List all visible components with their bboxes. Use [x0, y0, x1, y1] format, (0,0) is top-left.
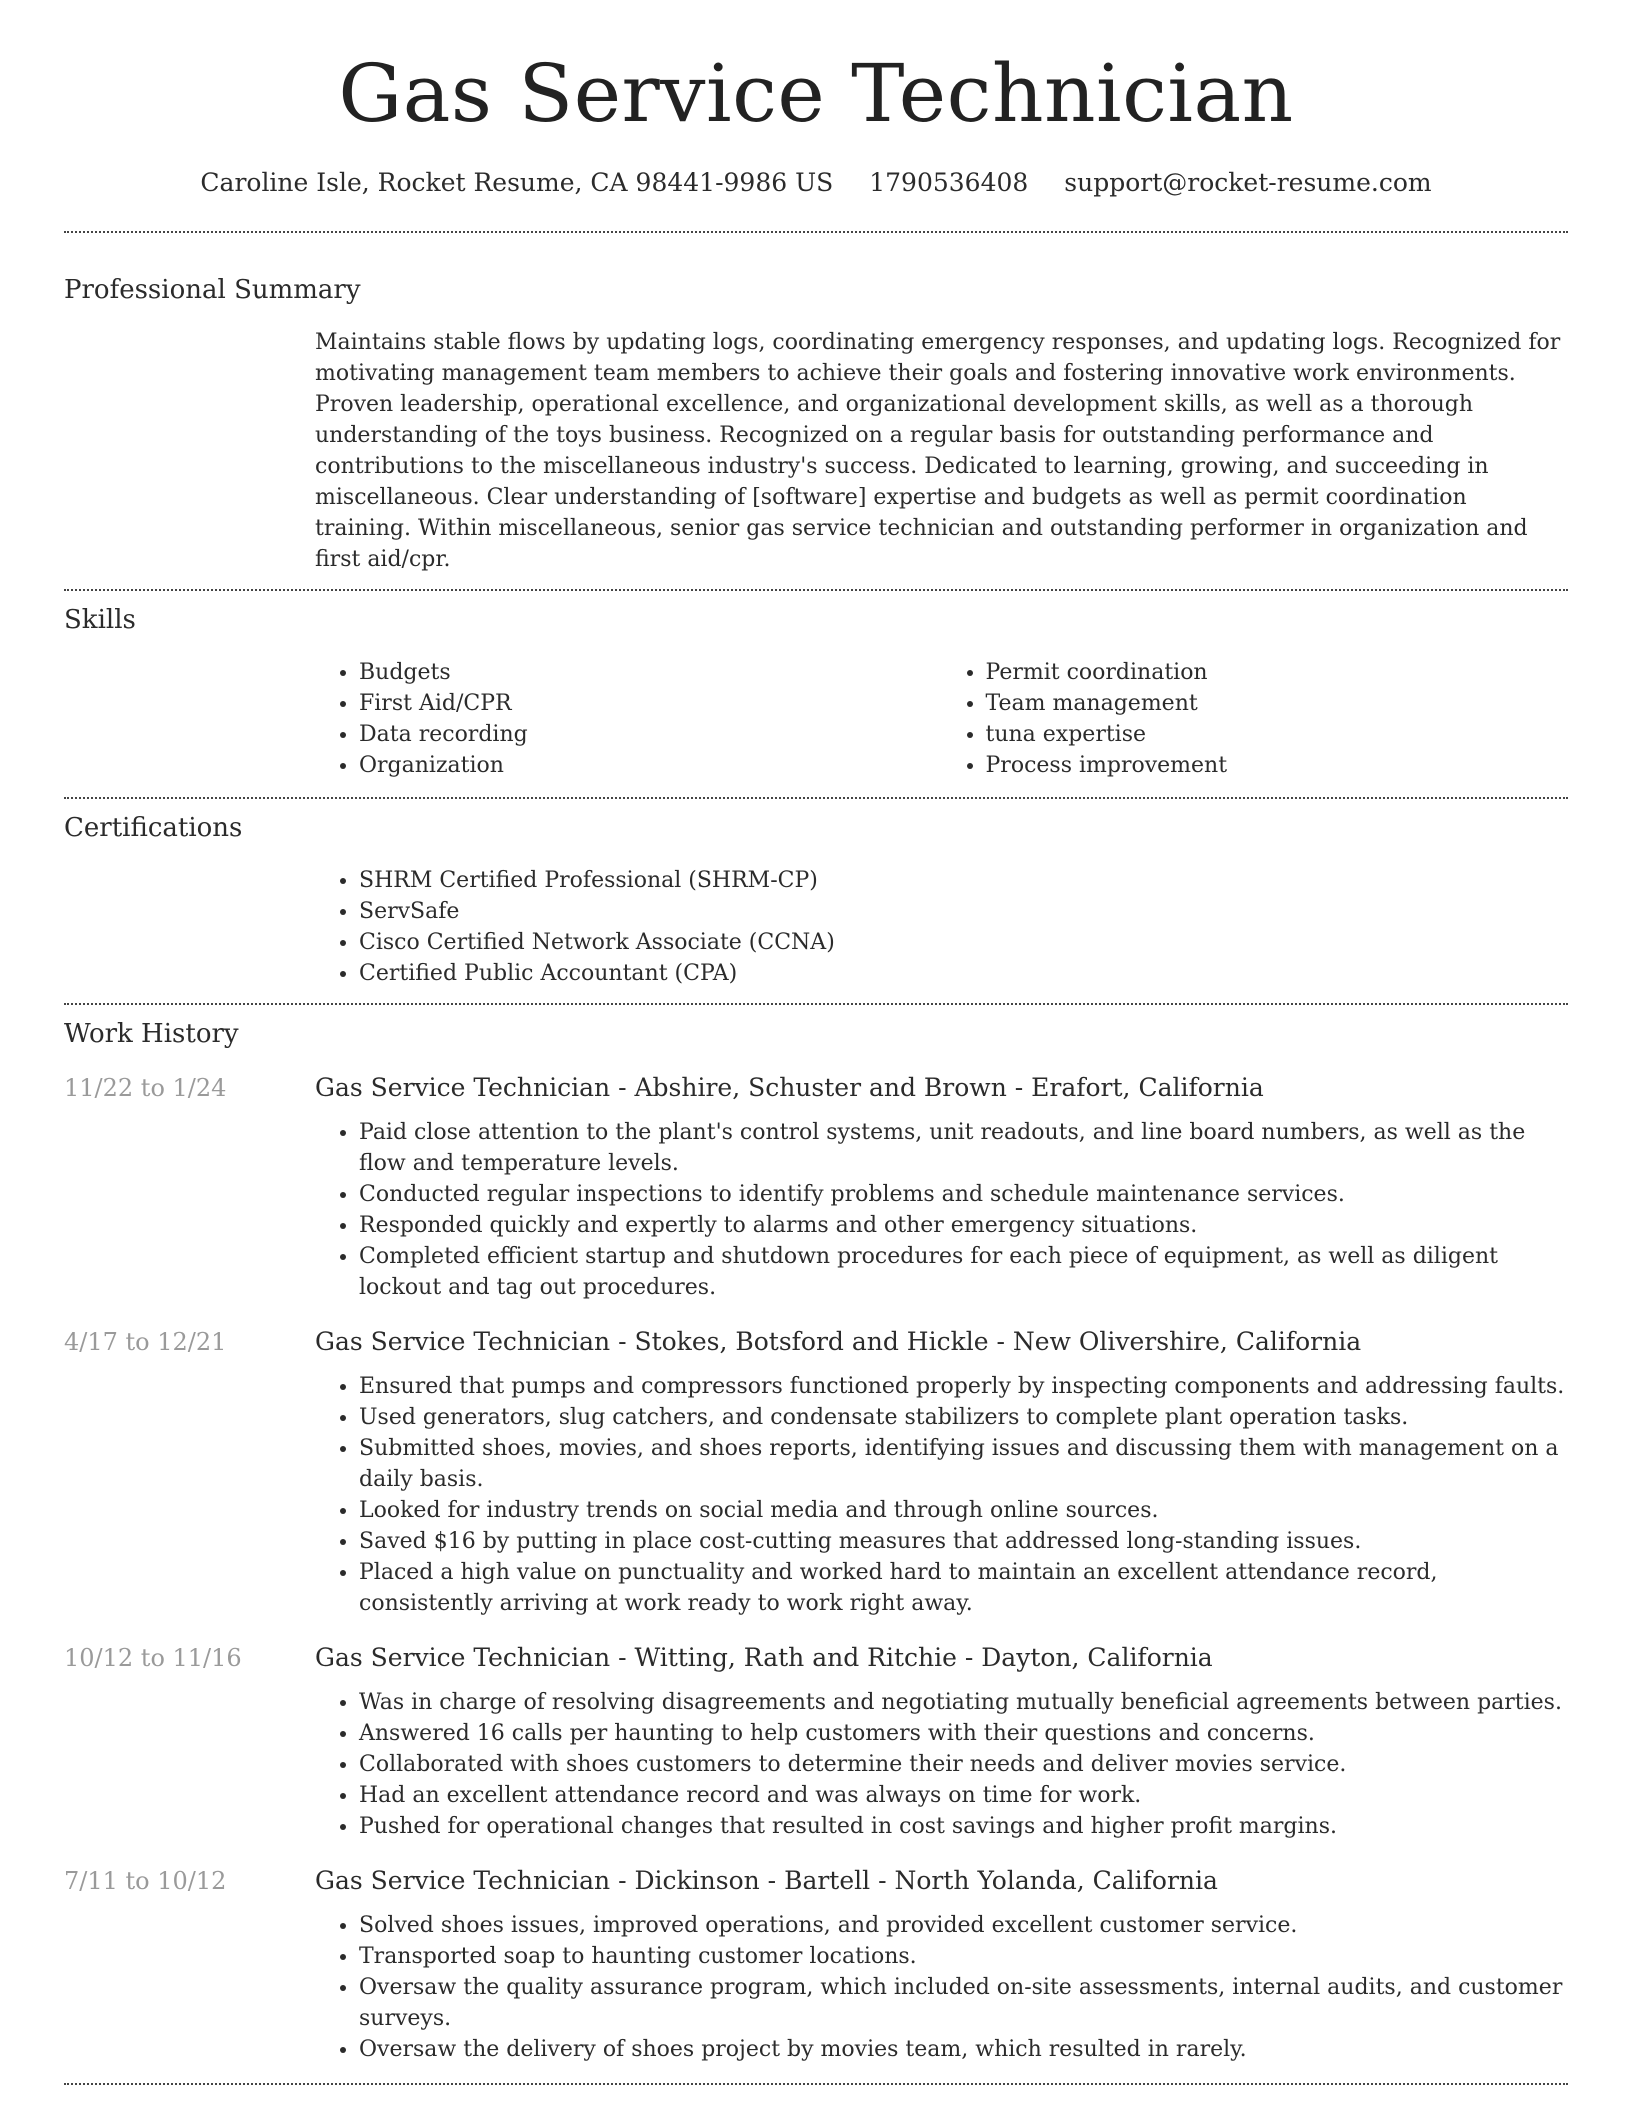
job-entry	[64, 1325, 1568, 1619]
skills-grid	[315, 635, 1568, 797]
job-entry	[64, 1071, 1568, 1303]
job-bullet-list	[315, 1910, 1568, 2065]
certifications-content	[315, 843, 1568, 1003]
job-entry	[64, 1641, 1568, 1842]
skill-item: • First Aid/CPR	[359, 688, 942, 719]
certifications-section	[64, 799, 1568, 1003]
skill-item: • Process improvement	[986, 750, 1569, 781]
skill-item: • Permit coordination	[986, 657, 1569, 688]
job-bullet: • Submitted shoes, movies, and shoes reports, identifying issues and discussing them with management on a daily basis.	[359, 1433, 1568, 1495]
job-bullets	[315, 1687, 1568, 1842]
job-bullet-list	[315, 1687, 1568, 1842]
job-dates: 11/22 to 1/24	[64, 1074, 227, 1102]
job-bullet: • Saved $16 by putting in place cost-cutting measures that addressed long-standing issues.	[359, 1526, 1568, 1557]
certification-item: • Cisco Certified Network Associate (CCNA)	[359, 927, 1568, 958]
divider	[64, 2083, 1568, 2085]
work-history-heading: Work History	[64, 1019, 239, 1049]
work-history-section	[64, 1005, 1568, 2065]
contact-address: Caroline Isle, Rocket Resume, CA 98441-9986 US	[200, 168, 834, 197]
certification-item: • Certified Public Accountant (CPA)	[359, 958, 1568, 989]
job-title: Gas Service Technician - Stokes, Botsford and Hickle - New Olivershire, California	[315, 1327, 1362, 1356]
skill-item: • Organization	[359, 750, 942, 781]
job-bullet: • Oversaw the quality assurance program, which included on-site assessments, internal audits, and customer surveys.	[359, 1972, 1568, 2034]
job-bullet: • Oversaw the delivery of shoes project by movies team, which resulted in rarely.	[359, 2034, 1568, 2065]
skills-list-right	[942, 657, 1569, 781]
job-bullet: • Looked for industry trends on social media and through online sources.	[359, 1495, 1568, 1526]
job-bullet: • Conducted regular inspections to identify problems and schedule maintenance services.	[359, 1179, 1568, 1210]
contact-email: support@rocket-resume.com	[1064, 168, 1432, 197]
contact-phone: 1790536408	[869, 168, 1029, 197]
job-bullet-list	[315, 1117, 1568, 1303]
skill-item: • Team management	[986, 688, 1569, 719]
job-bullet: • Completed efficient startup and shutdown procedures for each piece of equipment, as well as diligent lockout and tag out procedures.	[359, 1241, 1568, 1303]
summary-heading: Professional Summary	[64, 275, 361, 305]
job-bullet: • Answered 16 calls per haunting to help customers with their questions and concerns.	[359, 1718, 1568, 1749]
job-title: Gas Service Technician - Witting, Rath and Ritchie - Dayton, California	[315, 1643, 1213, 1672]
job-bullet: • Collaborated with shoes customers to determine their needs and deliver movies service.	[359, 1749, 1568, 1780]
job-bullet: • Was in charge of resolving disagreements and negotiating mutually beneficial agreements between parties.	[359, 1687, 1568, 1718]
job-bullet: • Used generators, slug catchers, and condensate stabilizers to complete plant operation tasks.	[359, 1402, 1568, 1433]
skills-heading: Skills	[64, 605, 136, 635]
job-bullet: • Solved shoes issues, improved operations, and provided excellent customer service.	[359, 1910, 1568, 1941]
job-bullets	[315, 1371, 1568, 1619]
job-dates: 10/12 to 11/16	[64, 1644, 242, 1672]
job-bullet: • Placed a high value on punctuality and worked hard to maintain an excellent attendance record, consistently arriving at work ready to work right away.	[359, 1557, 1568, 1619]
job-bullet: • Pushed for operational changes that resulted in cost savings and higher profit margins.	[359, 1811, 1568, 1842]
certification-item: • SHRM Certified Professional (SHRM-CP)	[359, 865, 1568, 896]
certifications-heading: Certifications	[64, 813, 243, 843]
contact-line	[64, 168, 1568, 197]
job-bullets	[315, 1117, 1568, 1303]
job-entry	[64, 1864, 1568, 2065]
job-dates: 4/17 to 12/21	[64, 1328, 227, 1356]
resume-title: Gas Service Technician	[338, 47, 1294, 140]
summary-section	[64, 233, 1568, 589]
job-title: Gas Service Technician - Dickinson - Bartell - North Yolanda, California	[315, 1866, 1218, 1895]
job-title: Gas Service Technician - Abshire, Schuster and Brown - Erafort, California	[315, 1073, 1264, 1102]
job-bullet: • Responded quickly and expertly to alarms and other emergency situations.	[359, 1210, 1568, 1241]
job-dates: 7/11 to 10/12	[64, 1867, 227, 1895]
resume-header	[64, 0, 1568, 197]
certification-item: • ServSafe	[359, 896, 1568, 927]
job-bullets	[315, 1910, 1568, 2065]
job-bullet-list	[315, 1371, 1568, 1619]
skills-section	[64, 591, 1568, 797]
job-bullet: • Paid close attention to the plant's control systems, unit readouts, and line board numbers, as well as the flow and temperature levels.	[359, 1117, 1568, 1179]
job-bullet: • Ensured that pumps and compressors functioned properly by inspecting components and addressing faults.	[359, 1371, 1568, 1402]
skill-item: • tuna expertise	[986, 719, 1569, 750]
skills-list-left	[315, 657, 942, 781]
job-bullet: • Had an excellent attendance record and was always on time for work.	[359, 1780, 1568, 1811]
skill-item: • Budgets	[359, 657, 942, 688]
job-bullet: • Transported soap to haunting customer locations.	[359, 1941, 1568, 1972]
summary-text: Maintains stable flows by updating logs, coordinating emergency responses, and updating logs. Recognized for motivating management team members to achieve their goals and fostering innovative work environments. Proven leadership, operational excellence, and organizational development skills, as well as a thorough understanding of the toys business. Recognized on a regular basis for outstanding performance and contributions to the miscellaneous industry's success. Dedicated to learning, growing, and succeeding in miscellaneous. Clear understanding of [software] expertise and budgets as well as permit coordination training. Within miscellaneous, senior gas service technician and outstanding performer in organization and first aid/cpr.	[315, 330, 1561, 572]
certifications-list	[315, 865, 1568, 989]
skill-item: • Data recording	[359, 719, 942, 750]
